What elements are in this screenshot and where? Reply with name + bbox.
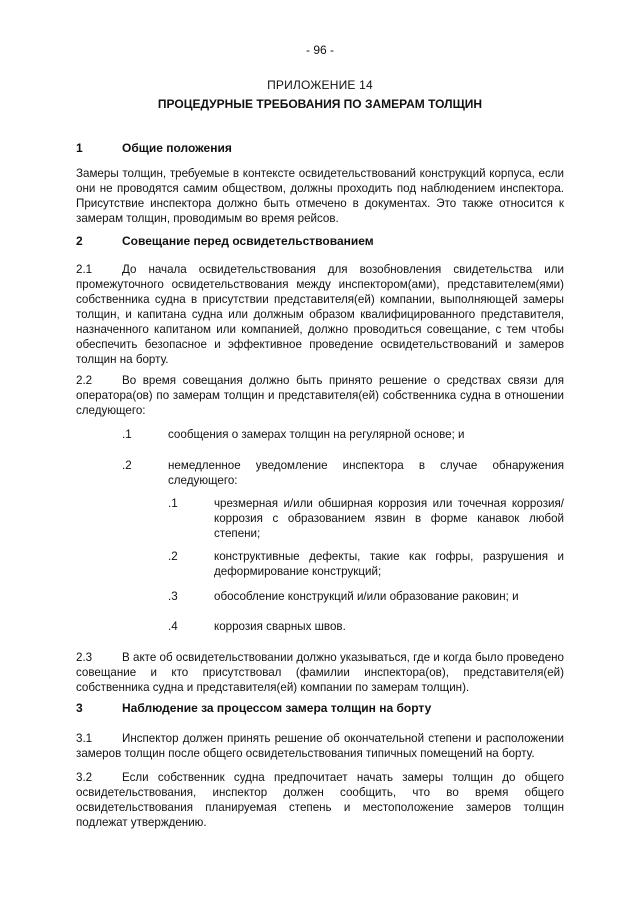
paragraph-3-1 xyxy=(76,731,564,761)
page-number: - 96 - xyxy=(305,43,334,57)
paragraph-text: Если собственник судна предпочитает начать замеры толщин до общего освидетельствования, инспектор должен сообщить, что во время общего освидетельствования планируемая степень и местоположение замеров толщин подлежат утверждению. xyxy=(76,771,564,829)
list-item-text: сообщения о замерах толщин на регулярной основе; и xyxy=(168,428,465,441)
section-3-heading xyxy=(76,701,431,715)
list-item-number: .1 xyxy=(168,497,178,510)
sub-list-item xyxy=(168,496,564,541)
list-item xyxy=(122,458,564,488)
paragraph-number: 3.1 xyxy=(76,732,93,745)
paragraph-2-2 xyxy=(76,373,564,418)
section-1-paragraph: Замеры толщин, требуемые в контексте освидетельствований конструкций корпуса, если они не проводятся самим обществом, должны проходить под наблюдением инспектора. Присутствие инспектора должно быть отмечено в документах. Это также относится к замерам толщин, проводимым во время рейсов. xyxy=(76,167,564,225)
sub-list-item xyxy=(168,619,564,634)
paragraph-2-3 xyxy=(76,650,564,695)
paragraph-text: Во время совещания должно быть принято решение о средствах связи для оператора(ов) по замерам толщин и представителя(ей) собственника судна в отношении следующего: xyxy=(76,374,564,417)
paragraph-text: Инспектор должен принять решение об окончательной степени и расположении замеров толщин после общего освидетельствования типичных помещений на борту. xyxy=(76,732,564,760)
section-2-heading xyxy=(76,234,374,248)
list-item-text: обособление конструкций и/или образование раковин; и xyxy=(214,590,519,603)
list-item-number: .4 xyxy=(168,620,178,633)
paragraph-2-1 xyxy=(76,262,564,367)
section-title: Совещание перед освидетельствованием xyxy=(122,234,374,248)
list-item-number: .1 xyxy=(122,428,132,441)
paragraph-text: В акте об освидетельствовании должно указываться, где и когда было проведено совещание и кто присутствовал (фамилии инспектора(ов), представителя(ей) собственника судна и представителя(ей) компании по замерам толщин). xyxy=(76,651,564,694)
paragraph-number: 2.1 xyxy=(76,263,93,276)
section-number: 3 xyxy=(76,701,83,715)
sub-list-item xyxy=(168,589,564,604)
paragraph-number: 2.2 xyxy=(76,374,93,387)
paragraph-text: До начала освидетельствования для возобновления свидетельства или промежуточного освидетельствования между инспектором(ами), представителем(ями) собственника судна в присутствии представителя(ей) компании, выполняющей замеры толщин, и капитана судна или должным образом квалифицированного представителя, назначенного капитаном или компанией, должно проводиться совещание, с тем чтобы обеспечить безопасное и эффективное проведение освидетельствований и замеров толщин на борту. xyxy=(76,263,564,366)
annex-label: ПРИЛОЖЕНИЕ 14 xyxy=(267,78,373,92)
section-1-heading xyxy=(76,141,232,155)
document-title: ПРОЦЕДУРНЫЕ ТРЕБОВАНИЯ ПО ЗАМЕРАМ ТОЛЩИН xyxy=(157,97,483,111)
sub-list-item xyxy=(168,549,564,579)
list-item-text: чрезмерная и/или обширная коррозия или точечная коррозия/коррозия с образованием язвин в форме канавок любой степени; xyxy=(214,497,564,540)
list-item-number: .2 xyxy=(168,550,178,563)
paragraph-number: 2.3 xyxy=(76,651,93,664)
paragraph-number: 3.2 xyxy=(76,771,93,784)
section-title: Наблюдение за процессом замера толщин на борту xyxy=(122,701,432,715)
list-item xyxy=(122,427,564,442)
section-title: Общие положения xyxy=(122,141,232,155)
section-number: 1 xyxy=(76,141,83,155)
section-number: 2 xyxy=(76,234,83,248)
list-item-text: немедленное уведомление инспектора в случае обнаружения следующего: xyxy=(168,459,564,487)
list-item-number: .3 xyxy=(168,590,178,603)
list-item-text: коррозия сварных швов. xyxy=(214,620,346,633)
list-item-text: конструктивные дефекты, такие как гофры, разрушения и деформирование конструкций; xyxy=(214,550,564,578)
list-item-number: .2 xyxy=(122,459,132,472)
paragraph-3-2 xyxy=(76,770,564,830)
